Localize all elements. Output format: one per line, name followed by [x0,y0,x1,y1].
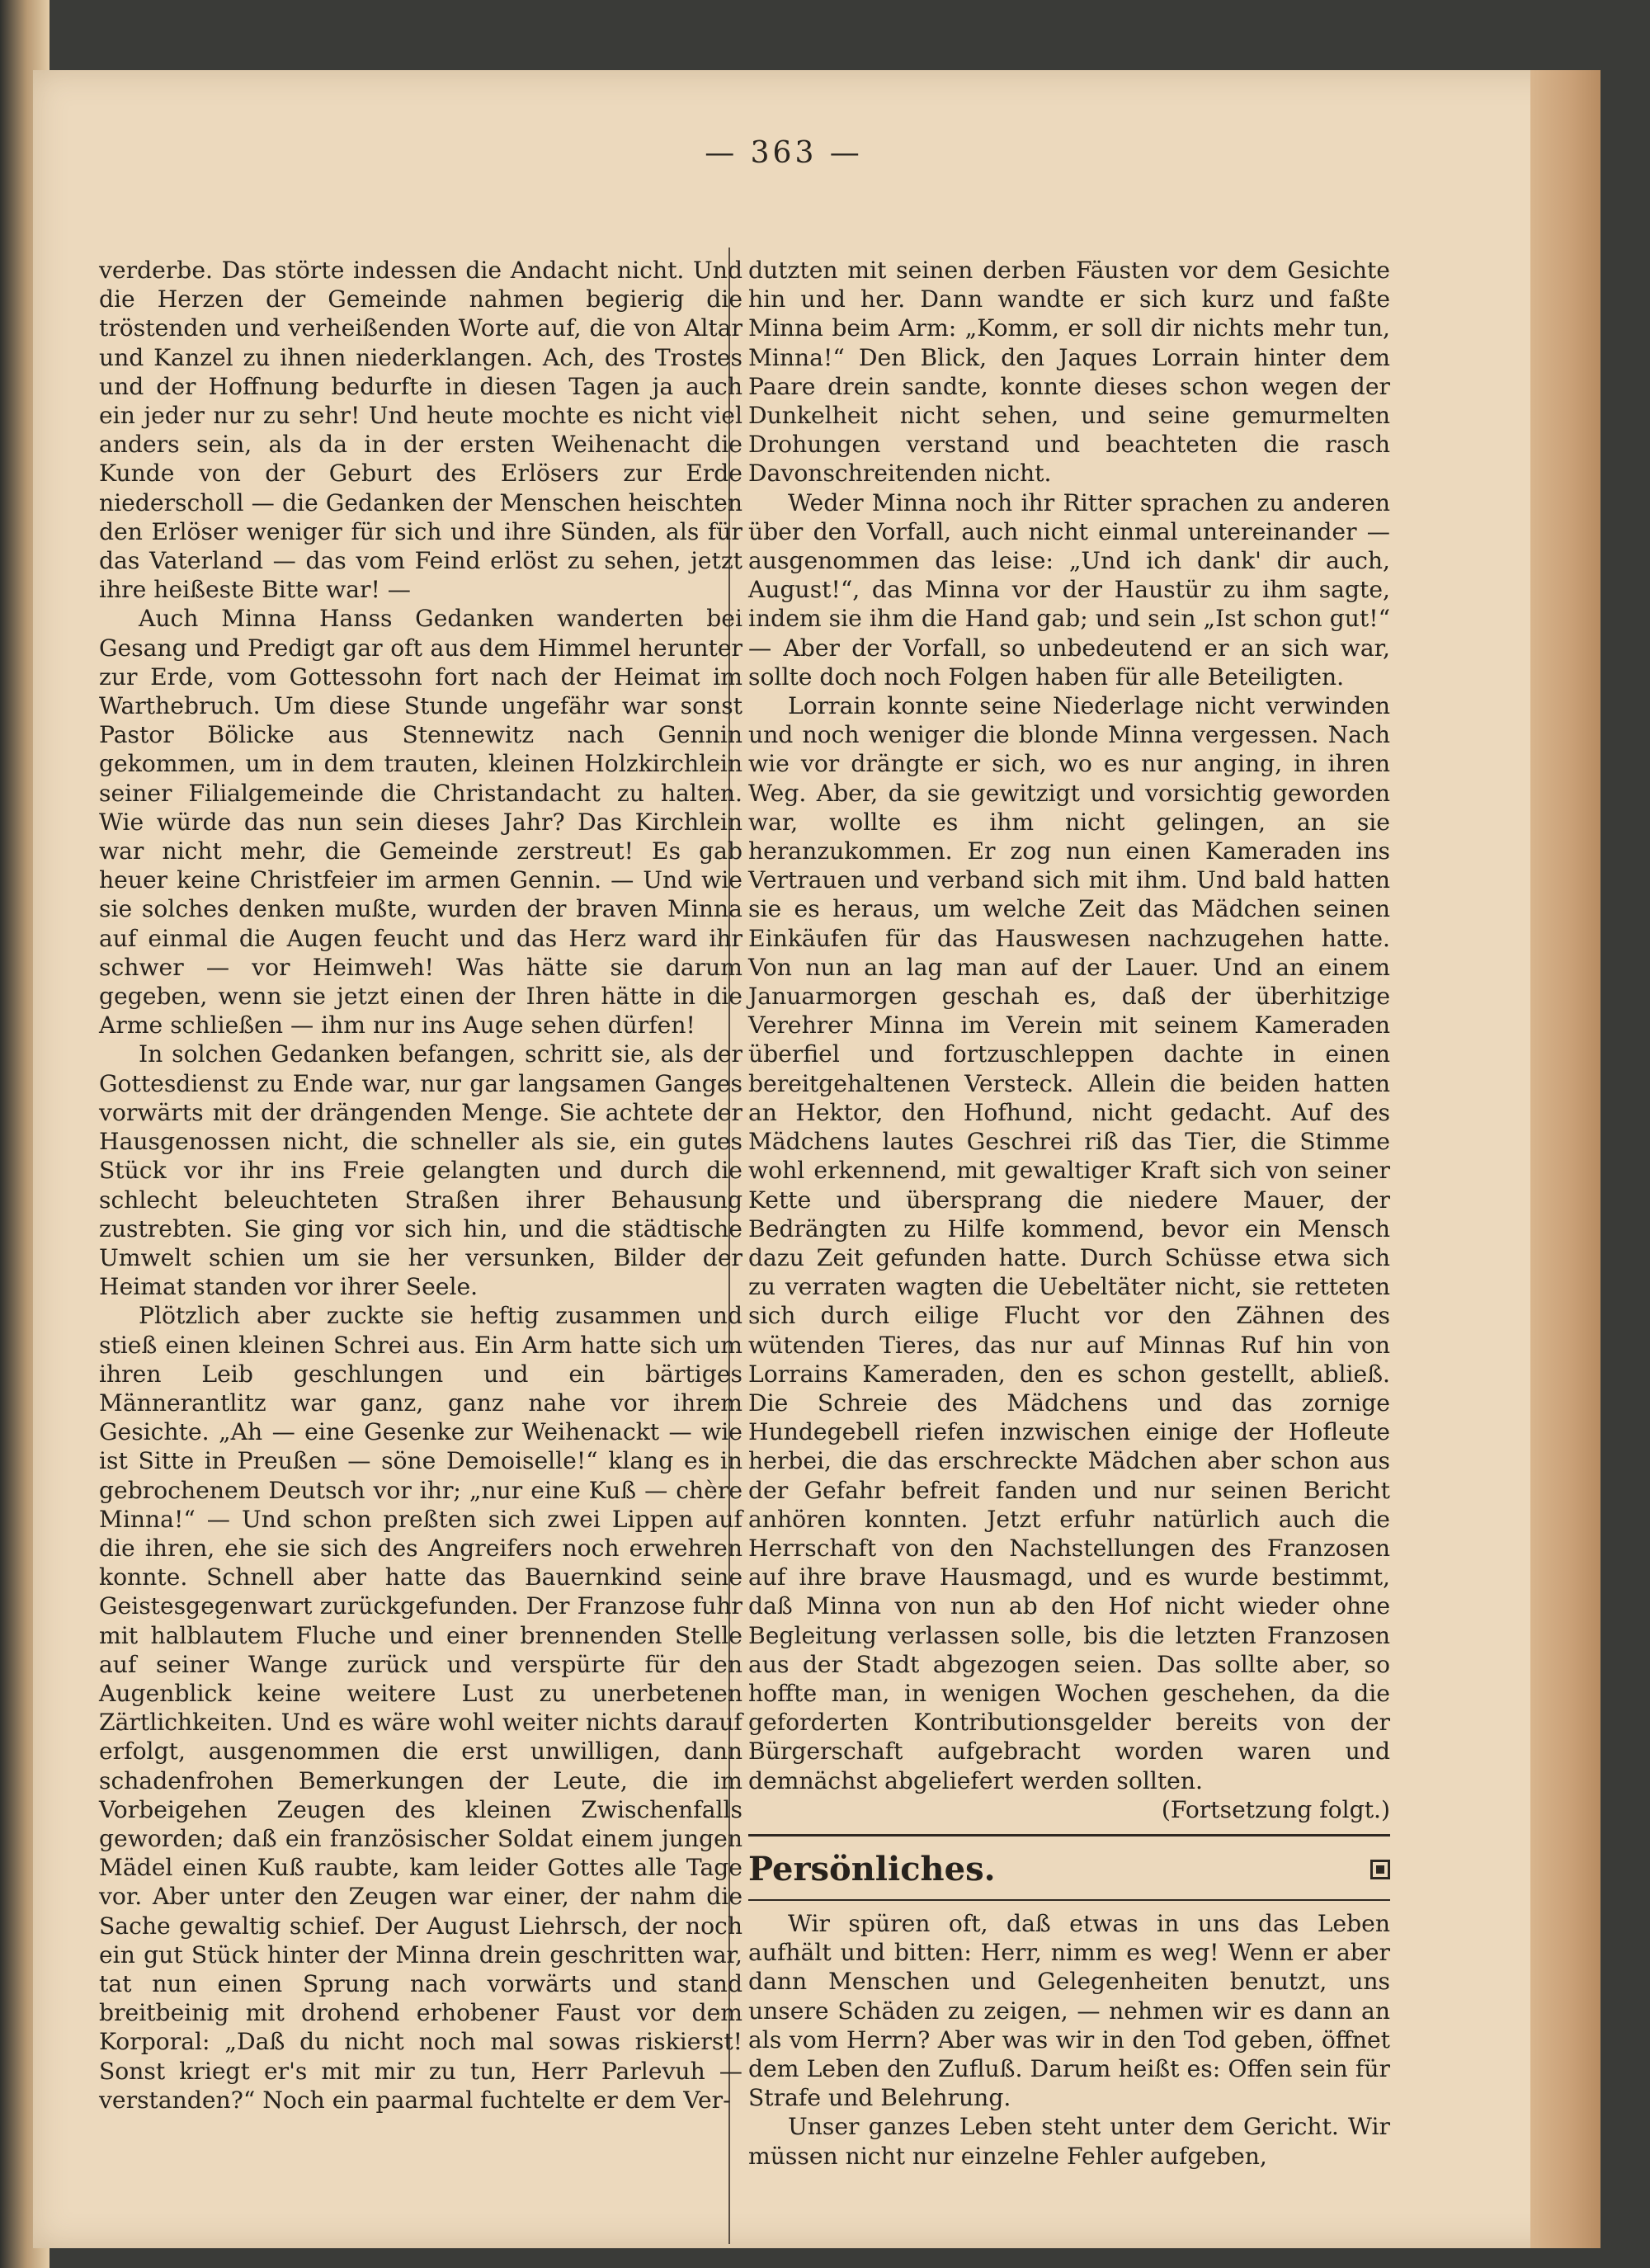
continuation-note: (Fortsetzung folgt.) [1161,1795,1390,1823]
heading-underline [748,1899,1390,1901]
paragraph: In solchen Gedanken befangen, schritt sie, als der Gottesdienst zu Ende war, nur gar langsamen Ganges vorwärts mit der drängenden Menge. Sie achtete der Hausgenossen nicht, die schneller als sie, ein gutes Stück vor ihr ins Freie gelangten und durch die schlecht beleuchteten Straßen ihrer Behausung zustrebten. Sie ging vor sich hin, und die städtische Umwelt schien um sie her versunken, Bilder der Heimat standen vor ihrer Seele. [99,1040,742,1301]
paragraph: Plötzlich aber zuckte sie heftig zusammen und stieß einen kleinen Schrei aus. Ein Arm hatte sich um ihren Leib geschlungen und ein bärtiges Männerantlitz war ganz, ganz nahe vor ihrem Gesichte. „Ah — eine Gesenke zur Weihenackt — wie ist Sitte in Preußen — söne Demoiselle!“ klang es in gebrochenem Deutsch vor ihr; „nur eine Kuß — chère Minna!“ — Und schon preßten sich zwei Lippen auf die ihren, ehe sie sich des Angreifers noch erwehren konnte. Schnell aber hatte das Bauernkind seine Geistesgegenwart zurückgefunden. Der Franzose fuhr mit halblautem Fluche und einer brennenden Stelle auf seiner Wange zurück und verspürte für den Augenblick keine weitere Lust zu unerbetenen Zärtlichkeiten. Und es wäre wohl weiter nichts darauf erfolgt, ausgenommen die erst unwilligen, dann schadenfrohen Bemerkungen der Leute, die im Vorbeigehen Zeugen des kleinen Zwischenfalls geworden; daß ein französischer Soldat einem jungen Mädel einen Kuß raubte, kam leider Gottes alle Tage vor. Aber unter den Zeugen war einer, der nahm die Sache gewaltig schief. Der August Liehrsch, der noch ein gut Stück hinter der Minna drein geschritten war, tat nun einen Sprung nach vorwärts und stand breitbeinig mit drohend erhobener Faust vor dem Korporal: „Daß du nicht noch mal sowas riskierst! Sonst kriegt er's mit mir zu tun, Herr Parlevuh — verstanden?“ Noch ein paarmal fuchtelte er dem Ver- [99,1302,742,2114]
left-column [99,256,742,2115]
paragraph: verderbe. Das störte indessen die Andacht nicht. Und die Herzen der Gemeinde nahmen begierig die tröstenden und verheißenden Worte auf, die von Altar und Kanzel zu ihnen niederklangen. Ach, des Trostes und der Hoffnung bedurfte in diesen Tagen ja auch ein jeder nur zu sehr! Und heute mochte es nicht viel anders sein, als da in der ersten Weihenacht die Kunde von der Geburt des Erlösers zur Erde niederscholl — die Gedanken der Menschen heischten den Erlöser weniger für sich und ihre Sünden, als für das Vaterland — das vom Feind erlöst zu sehen, jetzt ihre heißeste Bitte war! — [99,257,742,604]
paragraph: Auch Minna Hanss Gedanken wanderten bei Gesang und Predigt gar oft aus dem Himmel herunter zur Erde, vom Gottessohn fort nach der Heimat im Warthebruch. Um diese Stunde ungefähr war sonst Pastor Bölicke aus Stennewitz nach Gennin gekommen, um in dem trauten, kleinen Holzkirchlein seiner Filialgemeinde die Christandacht zu halten. Wie würde das nun sein dieses Jahr? Das Kirchlein war nicht mehr, die Gemeinde zerstreut! Es gab heuer keine Christfeier im armen Gennin. — Und wie sie solches denken mußte, wurden der braven Minna auf einmal die Augen feucht und das Herz ward ihr schwer — vor Heimweh! Was hätte sie darum gegeben, wenn sie jetzt einen der Ihren hätte in die Arme schließen — ihm nur ins Auge sehen dürfen! [99,605,742,1040]
page-edge [1530,70,1600,2248]
paragraph: Weder Minna noch ihr Ritter sprachen zu anderen über den Vorfall, auch nicht einmal untereinander — ausgenommen das leise: „Und ich dank' dir auch, August!“, das Minna vor der Haustür zu ihm sagte, indem sie ihm die Hand gab; und sein „Ist schon gut!“ — Aber der Vorfall, so unbedeutend er an sich war, sollte doch noch Folgen haben für alle Beteiligten. [748,488,1390,691]
paragraph: Lorrain konnte seine Niederlage nicht verwinden und noch weniger die blonde Minna vergessen. Nach wie vor drängte er sich, wo es nur anging, in ihren Weg. Aber, da sie gewitzigt und vorsichtig geworden war, wollte es ihm nicht gelingen, an sie heranzukommen. Er zog nun einen Kameraden ins Vertrauen und verband sich mit ihm. Und bald hatten sie es heraus, um welche Zeit das Mädchen seinen Einkäufen für das Hauswesen nachzugehen hatte. Von nun an lag man auf der Lauer. Und an einem Januarmorgen geschah es, daß der überhitzige Verehrer Minna im Verein mit seinem Kameraden überfiel und fortzuschleppen dachte in einen bereitgehaltenen Versteck. Allein die beiden hatten an Hektor, den Hofhund, nicht gedacht. Auf des Mädchens lautes Geschrei riß das Tier, die Stimme wohl erkennend, mit gewaltiger Kraft sich von seiner Kette und übersprang die niedere Mauer, der Bedrängten zu Hilfe kommend, bevor ein Mensch dazu Zeit gefunden hatte. Durch Schüsse etwa sich zu verraten wagten die Uebeltäter nicht, sie retteten sich durch eilige Flucht vor den Zähnen des wütenden Tieres, das nur auf Minnas Ruf hin von Lorrains Kameraden, den es schon gestellt, abließ. Die Schreie des Mädchens und das zornige Hundegebell riefen inzwischen einige der Hofleute herbei, die das erschreckte Mädchen aber schon aus der Gefahr befreit fanden und nur seinen Bericht anhören konnten. Jetzt erfuhr natürlich auch die Herrschaft von den Nachstellungen des Franzosen auf ihre brave Hausmagd, und es wurde bestimmt, daß Minna von nun ab den Hof nicht wieder ohne Begleitung verlassen solle, bis die letzten Franzosen aus der Stadt abgezogen seien. Das sollte aber, so hoffte man, in wenigen Wochen geschehen, da die geforderten Kontributionsgelder bereits von der Bürgerschaft aufgebracht worden waren und demnächst abgeliefert werden sollten. [748,692,1390,1794]
section-title: Persönliches. [748,1849,996,1888]
section-heading [748,1848,1390,1891]
section-divider [748,1834,1390,1837]
page-number: — 363 — [705,136,863,170]
paragraph: dutzten mit seinen derben Fäusten vor dem Gesichte hin und her. Dann wandte er sich kurz und faßte Minna beim Arm: „Komm, er soll dir nichts mehr tun, Minna!“ Den Blick, den Jaques Lorrain hinter dem Paare drein sandte, konnte dieses schon wegen der Dunkelheit nicht sehen, und seine gemurmelten Drohungen verstand und beachteten die rasch Davonschreitenden nicht. [748,257,1390,488]
square-ornament-icon [1370,1860,1390,1879]
right-column [748,256,1390,2171]
paragraph: Wir spüren oft, daß etwas in uns das Leben aufhält und bitten: Herr, nimm es weg! Wenn er aber dann Menschen und Gelegenheiten benutzt, uns unsere Schäden zu zeigen, — nehmen wir es dann an als vom Herrn? Aber was wir in den Tod geben, öffnet dem Leben den Zufluß. Darum heißt es: Offen sein für Strafe und Belehrung. [748,1909,1390,2112]
paragraph: Unser ganzes Leben steht unter dem Gericht. Wir müssen nicht nur einzelne Fehler aufgeben, [748,2113,1390,2170]
